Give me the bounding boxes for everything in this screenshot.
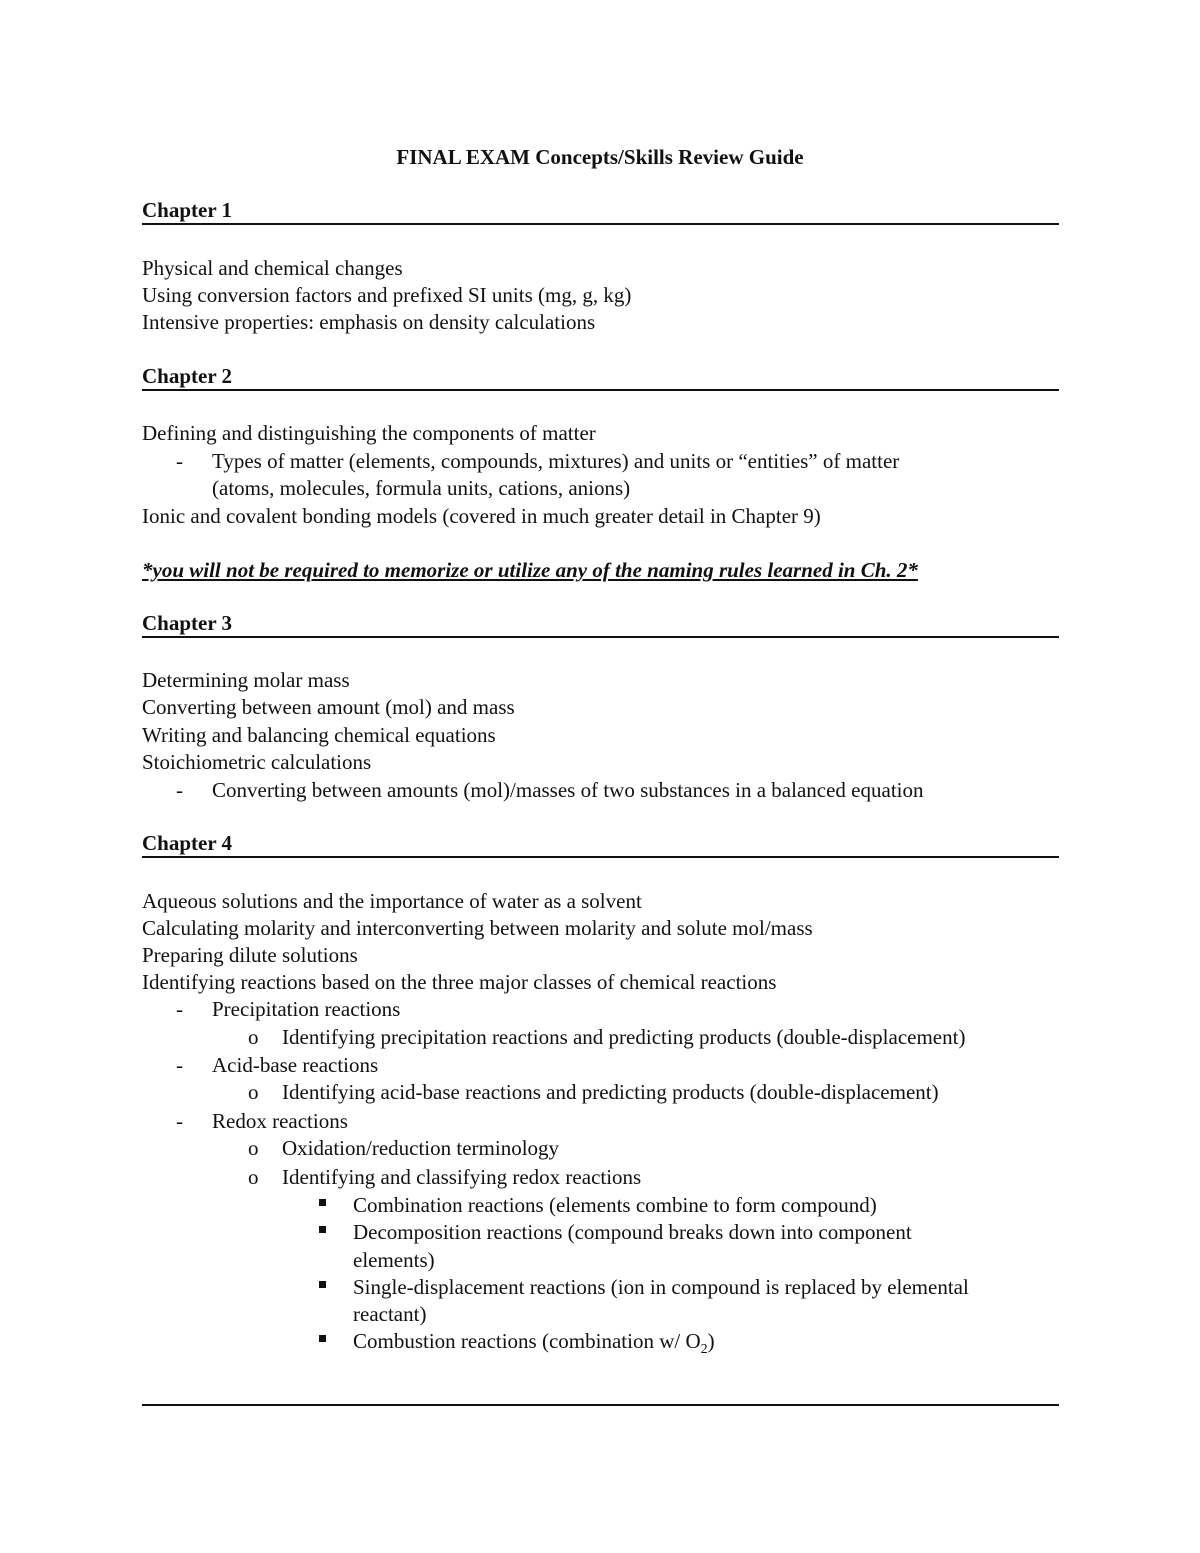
list-item: Identifying acid-base reactions and predicting products (double-displacement) xyxy=(282,1080,939,1104)
combustion-text: Combustion reactions (combination w/ O xyxy=(353,1329,701,1353)
list-item: Defining and distinguishing the components of matter xyxy=(142,421,596,445)
circle-bullet: o xyxy=(248,1080,259,1104)
chapter-3-heading: Chapter 3 xyxy=(142,611,233,635)
list-item: Converting between amount (mol) and mass xyxy=(142,695,515,719)
list-item: Identifying and classifying redox reactions xyxy=(282,1165,642,1189)
list-item: elements) xyxy=(353,1248,435,1272)
list-item: Decomposition reactions (compound breaks down into component xyxy=(353,1220,912,1244)
oxygen-subscript: 2 xyxy=(700,1342,708,1358)
list-item: Acid-base reactions xyxy=(212,1053,379,1077)
list-item: Stoichiometric calculations xyxy=(142,750,372,774)
list-item: Using conversion factors and prefixed SI units (mg, g, kg) xyxy=(142,283,632,307)
list-item: (atoms, molecules, formula units, cations, anions) xyxy=(212,476,631,500)
dash-bullet: - xyxy=(176,449,183,473)
list-item: Oxidation/reduction terminology xyxy=(282,1136,560,1160)
dash-bullet: - xyxy=(176,1053,183,1077)
list-item: Aqueous solutions and the importance of water as a solvent xyxy=(142,889,642,913)
chapter-4-heading: Chapter 4 xyxy=(142,831,233,855)
list-item: Writing and balancing chemical equations xyxy=(142,723,496,747)
chapter-1-rule xyxy=(142,223,1059,225)
list-item: Combination reactions (elements combine to form compound) xyxy=(353,1193,877,1217)
list-item: Redox reactions xyxy=(212,1109,348,1133)
list-item: Precipitation reactions xyxy=(212,997,401,1021)
list-item xyxy=(353,1327,715,1358)
chapter-1-heading: Chapter 1 xyxy=(142,198,233,222)
chapter-4-rule xyxy=(142,856,1059,858)
dash-bullet: - xyxy=(176,997,183,1021)
list-item: Intensive properties: emphasis on density calculations xyxy=(142,310,596,334)
list-item: Identifying reactions based on the three major classes of chemical reactions xyxy=(142,970,777,994)
dash-bullet: - xyxy=(176,1109,183,1133)
document-title: FINAL EXAM Concepts/Skills Review Guide xyxy=(396,145,804,169)
circle-bullet: o xyxy=(248,1165,259,1189)
square-bullet xyxy=(319,1199,326,1206)
list-item: Ionic and covalent bonding models (covered in much greater detail in Chapter 9) xyxy=(142,504,821,528)
list-item: Determining molar mass xyxy=(142,668,350,692)
square-bullet xyxy=(319,1335,326,1342)
circle-bullet: o xyxy=(248,1025,259,1049)
list-item: reactant) xyxy=(353,1302,427,1326)
chapter-2-heading: Chapter 2 xyxy=(142,364,233,388)
list-item: Types of matter (elements, compounds, mixtures) and units or “entities” of matter xyxy=(212,449,900,473)
chapter-3-rule xyxy=(142,636,1059,638)
naming-rules-note: *you will not be required to memorize or utilize any of the naming rules learned in Ch. 2* xyxy=(142,558,918,582)
dash-bullet: - xyxy=(176,778,183,802)
list-item: Identifying precipitation reactions and predicting products (double-displacement) xyxy=(282,1025,966,1049)
square-bullet xyxy=(319,1226,326,1233)
circle-bullet: o xyxy=(248,1136,259,1160)
list-item: Single-displacement reactions (ion in compound is replaced by elemental xyxy=(353,1275,969,1299)
closing-paren: ) xyxy=(707,1329,715,1353)
chapter-2-rule xyxy=(142,389,1059,391)
square-bullet xyxy=(319,1281,326,1288)
list-item: Preparing dilute solutions xyxy=(142,943,358,967)
list-item: Physical and chemical changes xyxy=(142,256,403,280)
bottom-rule xyxy=(142,1404,1059,1406)
list-item: Converting between amounts (mol)/masses of two substances in a balanced equation xyxy=(212,778,924,802)
list-item: Calculating molarity and interconverting between molarity and solute mol/mass xyxy=(142,916,813,940)
